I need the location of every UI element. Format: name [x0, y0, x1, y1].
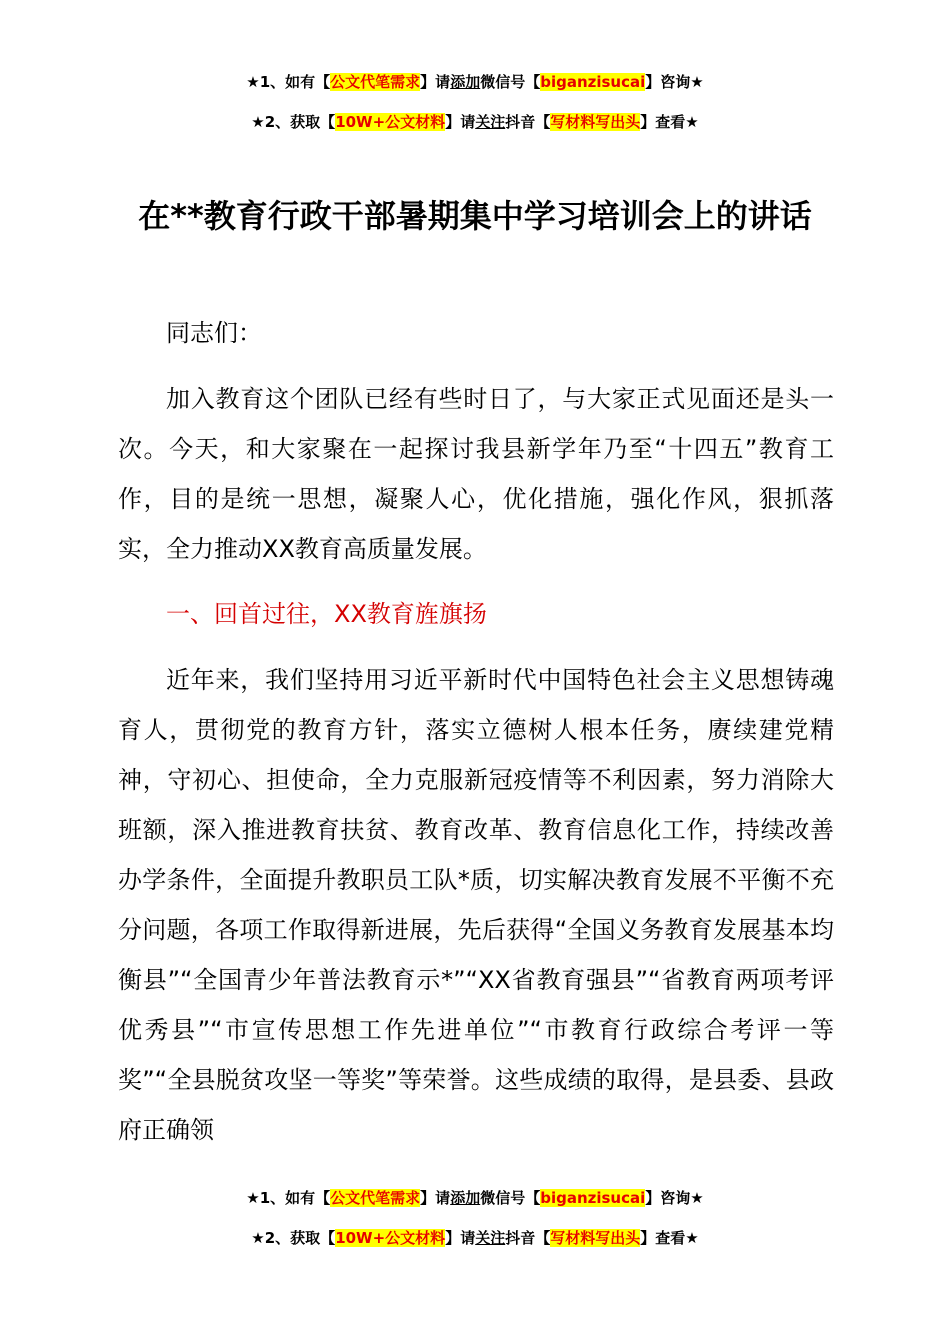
promo-highlight: 10W+公文材料 [335, 1229, 446, 1247]
promo-emphasis: 关注 [475, 1229, 506, 1247]
promo-highlight: biganzisucai [540, 1189, 646, 1207]
salutation-block [118, 308, 834, 358]
paragraph-block-1 [118, 374, 834, 574]
promo-text: 】咨询★ [645, 1189, 704, 1207]
promo-highlight: biganzisucai [540, 73, 646, 91]
promo-highlight: 写材料写出头 [550, 113, 641, 131]
promo-emphasis: 添加 [450, 1189, 481, 1207]
promo-highlight: 公文代笔需求 [330, 1189, 421, 1207]
promo-text: ★2、获取【 [251, 1229, 336, 1247]
promo-text: 】咨询★ [645, 73, 704, 91]
header-promo-line-1 [0, 72, 950, 92]
promo-text: 】请 [420, 73, 451, 91]
promo-text: ★2、获取【 [251, 113, 336, 131]
promo-text: 微信号【 [480, 73, 541, 91]
header-promo-line-2 [0, 112, 950, 132]
promo-text: 微信号【 [480, 1189, 541, 1207]
promo-text: 抖音【 [505, 113, 551, 131]
document-title: 在**教育行政干部暑期集中学习培训会上的讲话 [138, 197, 812, 235]
paragraph-achievements: 近年来，我们坚持用习近平新时代中国特色社会主义思想铸魂育人，贯彻党的教育方针，落实立德树人根本任务，赓续建党精神，守初心、担使命，全力克服新冠疫情等不利因素，努力消除大班额，深入推进教育扶贫、教育改革、教育信息化工作，持续改善办学条件，全面提升教职员工队*质，切实解决教育发展不平衡不充分问题，各项工作取得新进展，先后获得“全国义务教育发展基本均衡县”“全国青少年普法教育示*”“XX省教育强县”“省教育两项考评优秀县”“市宣传思想工作先进单位”“市教育行政综合考评一等奖”“全县脱贫攻坚一等奖”等荣誉。这些成绩的取得，是县委、县政府正确领 [118, 666, 834, 1144]
footer-promo-line-1 [0, 1188, 950, 1208]
section-heading-block [118, 589, 834, 639]
salutation: 同志们： [166, 319, 262, 347]
promo-text: 】请 [445, 1229, 476, 1247]
paragraph-block-2 [118, 655, 834, 1155]
promo-highlight: 10W+公文材料 [335, 113, 446, 131]
promo-highlight: 写材料写出头 [550, 1229, 641, 1247]
promo-text: 】请 [445, 113, 476, 131]
promo-text: ★1、如有【 [246, 73, 331, 91]
promo-text: 】查看★ [640, 113, 699, 131]
promo-emphasis: 关注 [475, 113, 506, 131]
footer-promo-line-2 [0, 1228, 950, 1248]
promo-text: 】请 [420, 1189, 451, 1207]
promo-text: 】查看★ [640, 1229, 699, 1247]
section-heading-1: 一、回首过往，XX教育旌旗扬 [166, 600, 487, 628]
promo-emphasis: 添加 [450, 73, 481, 91]
paragraph-intro: 加入教育这个团队已经有些时日了，与大家正式见面还是头一次。今天，和大家聚在一起探讨我县新学年乃至“十四五”教育工作，目的是统一思想，凝聚人心，优化措施，强化作风，狠抓落实，全力推动XX教育高质量发展。 [118, 385, 834, 563]
promo-highlight: 公文代笔需求 [330, 73, 421, 91]
promo-text: 抖音【 [505, 1229, 551, 1247]
promo-text: ★1、如有【 [246, 1189, 331, 1207]
